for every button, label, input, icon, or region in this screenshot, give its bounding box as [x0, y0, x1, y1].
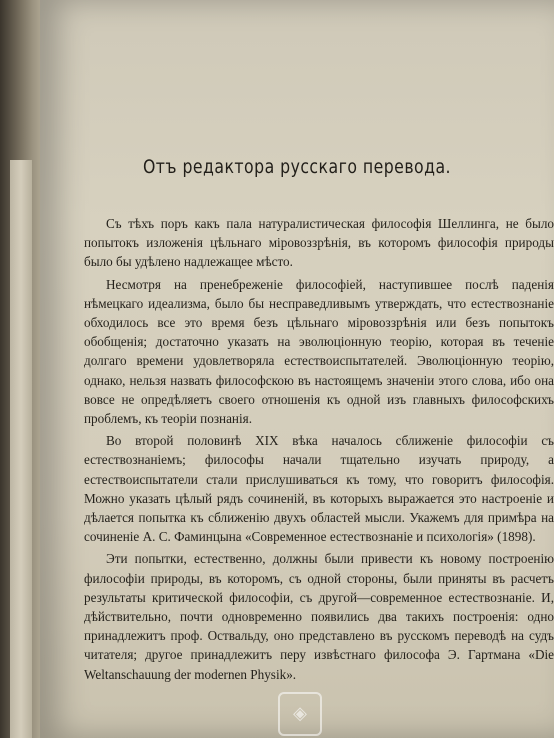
paragraph-1: Съ тѣхъ поръ какъ пала натуралистическая философія Шеллинга, не было попытокъ изложенія цѣльнаго міровоззрѣнія, въ которомъ философія природы было бы удѣлено надлежащее мѣсто. [84, 216, 554, 270]
page-title: Отъ редактора русскаго перевода. [142, 156, 452, 178]
paragraph-4: Эти попытки, естественно, должны были привести къ новому построенію философіи природы, въ которомъ, съ одной стороны, были приняты въ расчетъ результаты критической философіи, съ другой—современное естествознаніе. И, дѣйствительно, почти одновременно появились два такихъ построенія: одно принадлежитъ проф. Оствальду, оно представлено въ русскомъ переводѣ на судъ читателя; другое принадлежитъ перу извѣстнаго философа Э. Гартмана «Die Weltanschauung der modernen Physik». [84, 551, 554, 682]
paragraph-3: Во второй половинѣ XIX вѣка началось сближеніе философіи съ естествознаніемъ; философы начали тщательно изучать природу, а естествоиспытатели стали прислушиваться къ тому, что говоритъ философія. Можно указать цѣлый рядъ сочиненій, въ которыхъ выражается это настроеніе и дѣлается попытка къ сближенію двухъ областей мысли. Укажемъ для примѣра на сочиненіе А. С. Фаминцына «Современное естествознаніе и психологія» (1898). [84, 433, 554, 545]
paper-strip [10, 160, 32, 738]
book-page [40, 0, 554, 738]
watermark-icon: ◈ [278, 692, 322, 736]
paragraph-2: Несмотря на пренебреженіе философіей, наступившее послѣ паденія нѣмецкаго идеализма, было бы несправедливымъ утверждать, что естествознаніе обходилось все это время безъ цѣльнаго міровоззрѣнія или безъ попытокъ обобщенія; достаточно указать на эволюціонную теорію, которая въ теченіе долгаго времени удовлетворяла естествоиспытателей. Эволюціонную теорію, однако, нельзя назвать философскою въ настоящемъ значеніи этого слова, ибо она вовсе не опредѣляетъ своего отношенія къ одной изъ главныхъ философскихъ проблемъ, къ теоріи познанія. [84, 276, 554, 427]
page-body [84, 214, 554, 684]
